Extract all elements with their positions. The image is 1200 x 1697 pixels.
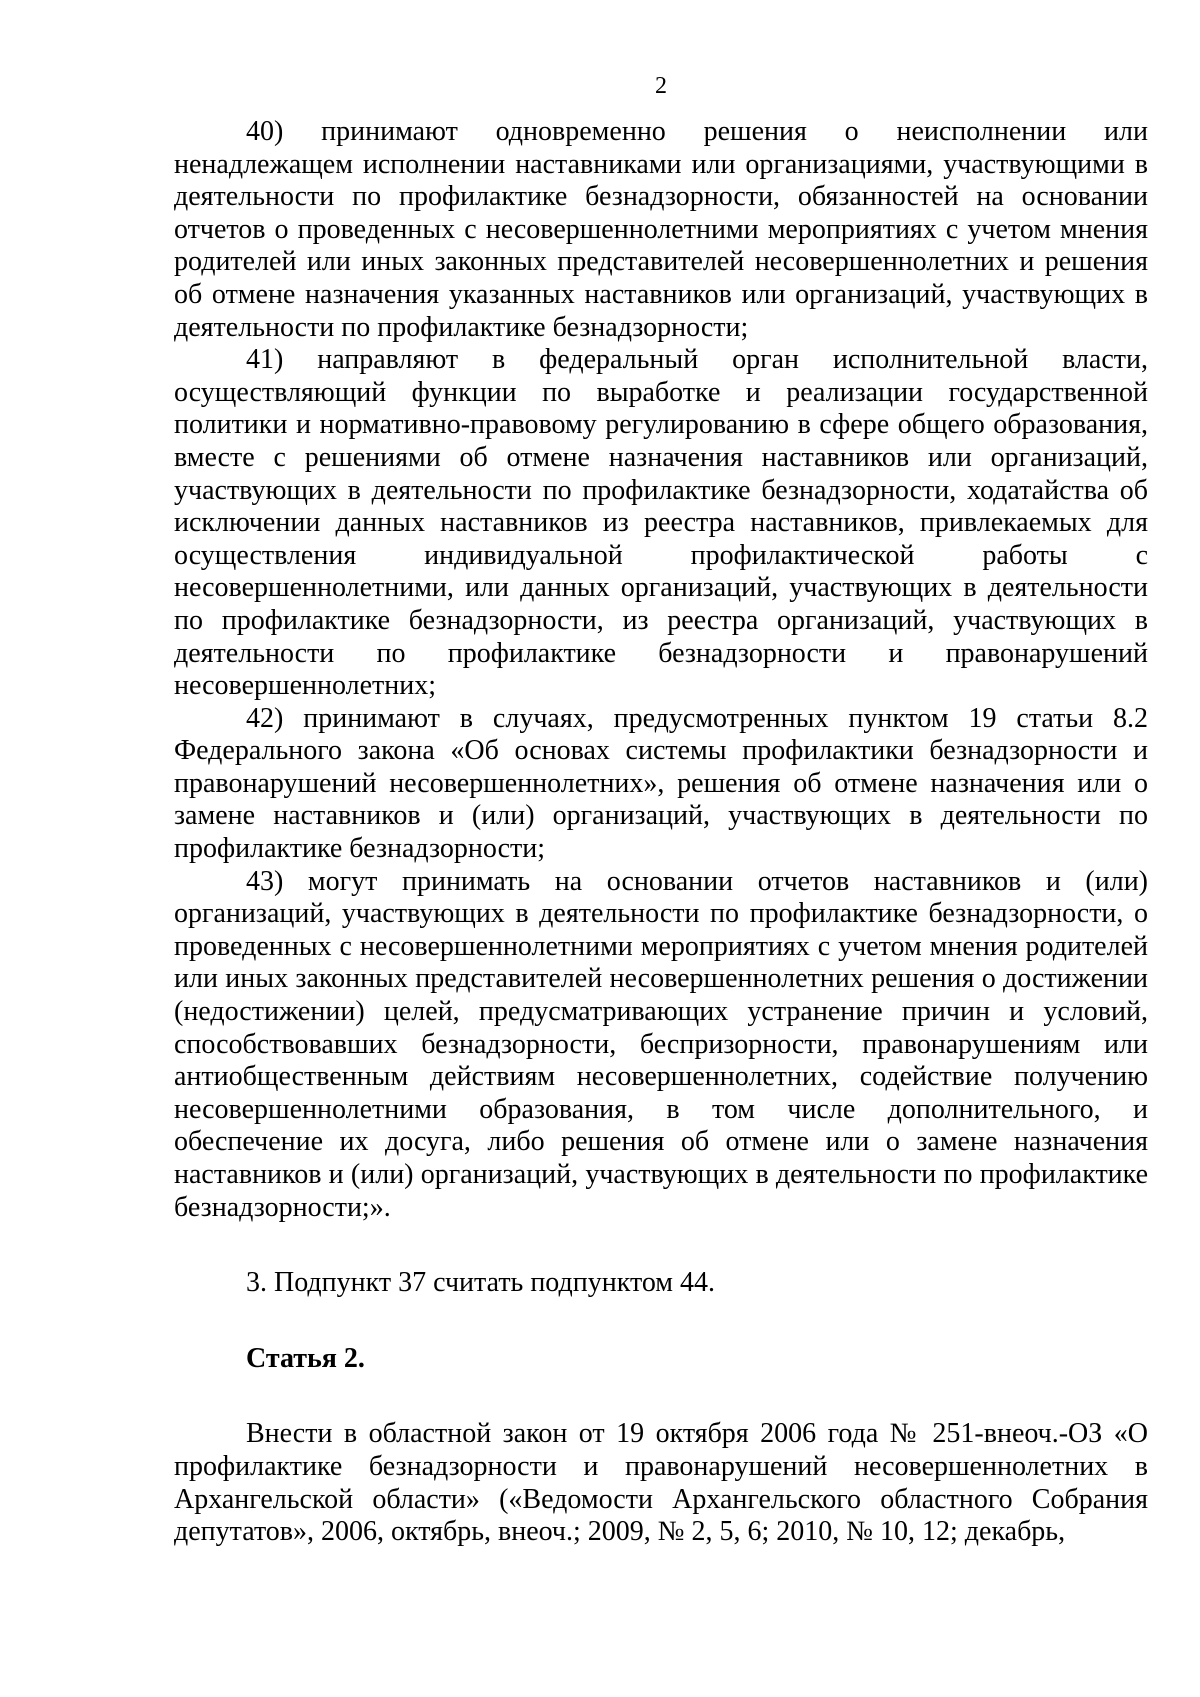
article-heading: Статья 2. [246,1342,365,1374]
paragraph-point-3: 3. Подпункт 37 считать подпунктом 44. [246,1267,715,1299]
paragraph-item-41: 41) направляют в федеральный орган исполнительной власти, осуществляющий функции по выработке и реализации государственной политики и нормативно-правовому регулированию в сфере общего образования, вместе с решениями об отмене назначения наставников или организаций, участвующих в деятельности по профилактике безнадзорности, ходатайства об исключении данных наставников из реестра наставников, привлекаемых для осуществления индивидуальной профилактической работы с несовершеннолетними, или данных организаций, участвующих в деятельности по профилактике безнадзорности, из реестра организаций, участвующих в деятельности по профилактике безнадзорности и правонарушений несовершеннолетних; [174,344,1148,702]
paragraph-item-43: 43) могут принимать на основании отчетов наставников и (или) организаций, участвующих в деятельности по профилактике безнадзорности, о проведенных с несовершеннолетними мероприятиях с учетом мнения родителей или иных законных представителей несовершеннолетних решения о достижении (недостижении) целей, предусматривающих устранение причин и условий, способствовавших безнадзорности, беспризорности, правонарушениям или антиобщественным действиям несовершеннолетних, содействие получению несовершеннолетними образования, в том числе дополнительного, и обеспечение их досуга, либо решения об отмене или о замене назначения наставников и (или) организаций, участвующих в деятельности по профилактике безнадзорности;». [174,865,1148,1223]
paragraph-item-42: 42) принимают в случаях, предусмотренных пунктом 19 статьи 8.2 Федерального закона «Об основах системы профилактики безнадзорности и правонарушений несовершеннолетних», решения об отмене назначения или о замене наставников и (или) организаций, участвующих в деятельности по профилактике безнадзорности; [174,702,1148,865]
document-body [174,116,1148,1549]
page-number: 2 [655,73,667,99]
paragraph-amendment: Внести в областной закон от 19 октября 2006 года № 251-внеоч.-ОЗ «О профилактике безнадзорности и правонарушений несовершеннолетних в Архангельской области» («Ведомости Архангельского областного Собрания депутатов», 2006, октябрь, внеоч.; 2009, № 2, 5, 6; 2010, № 10, 12; декабрь, [174,1418,1148,1548]
paragraph-item-40: 40) принимают одновременно решения о неисполнении или ненадлежащем исполнении наставниками или организациями, участвующими в деятельности по профилактике безнадзорности, обязанностей на основании отчетов о проведенных с несовершеннолетними мероприятиях с учетом мнения родителей или иных законных представителей несовершеннолетних и решения об отмене назначения указанных наставников или организаций, участвующих в деятельности по профилактике безнадзорности; [174,116,1148,343]
